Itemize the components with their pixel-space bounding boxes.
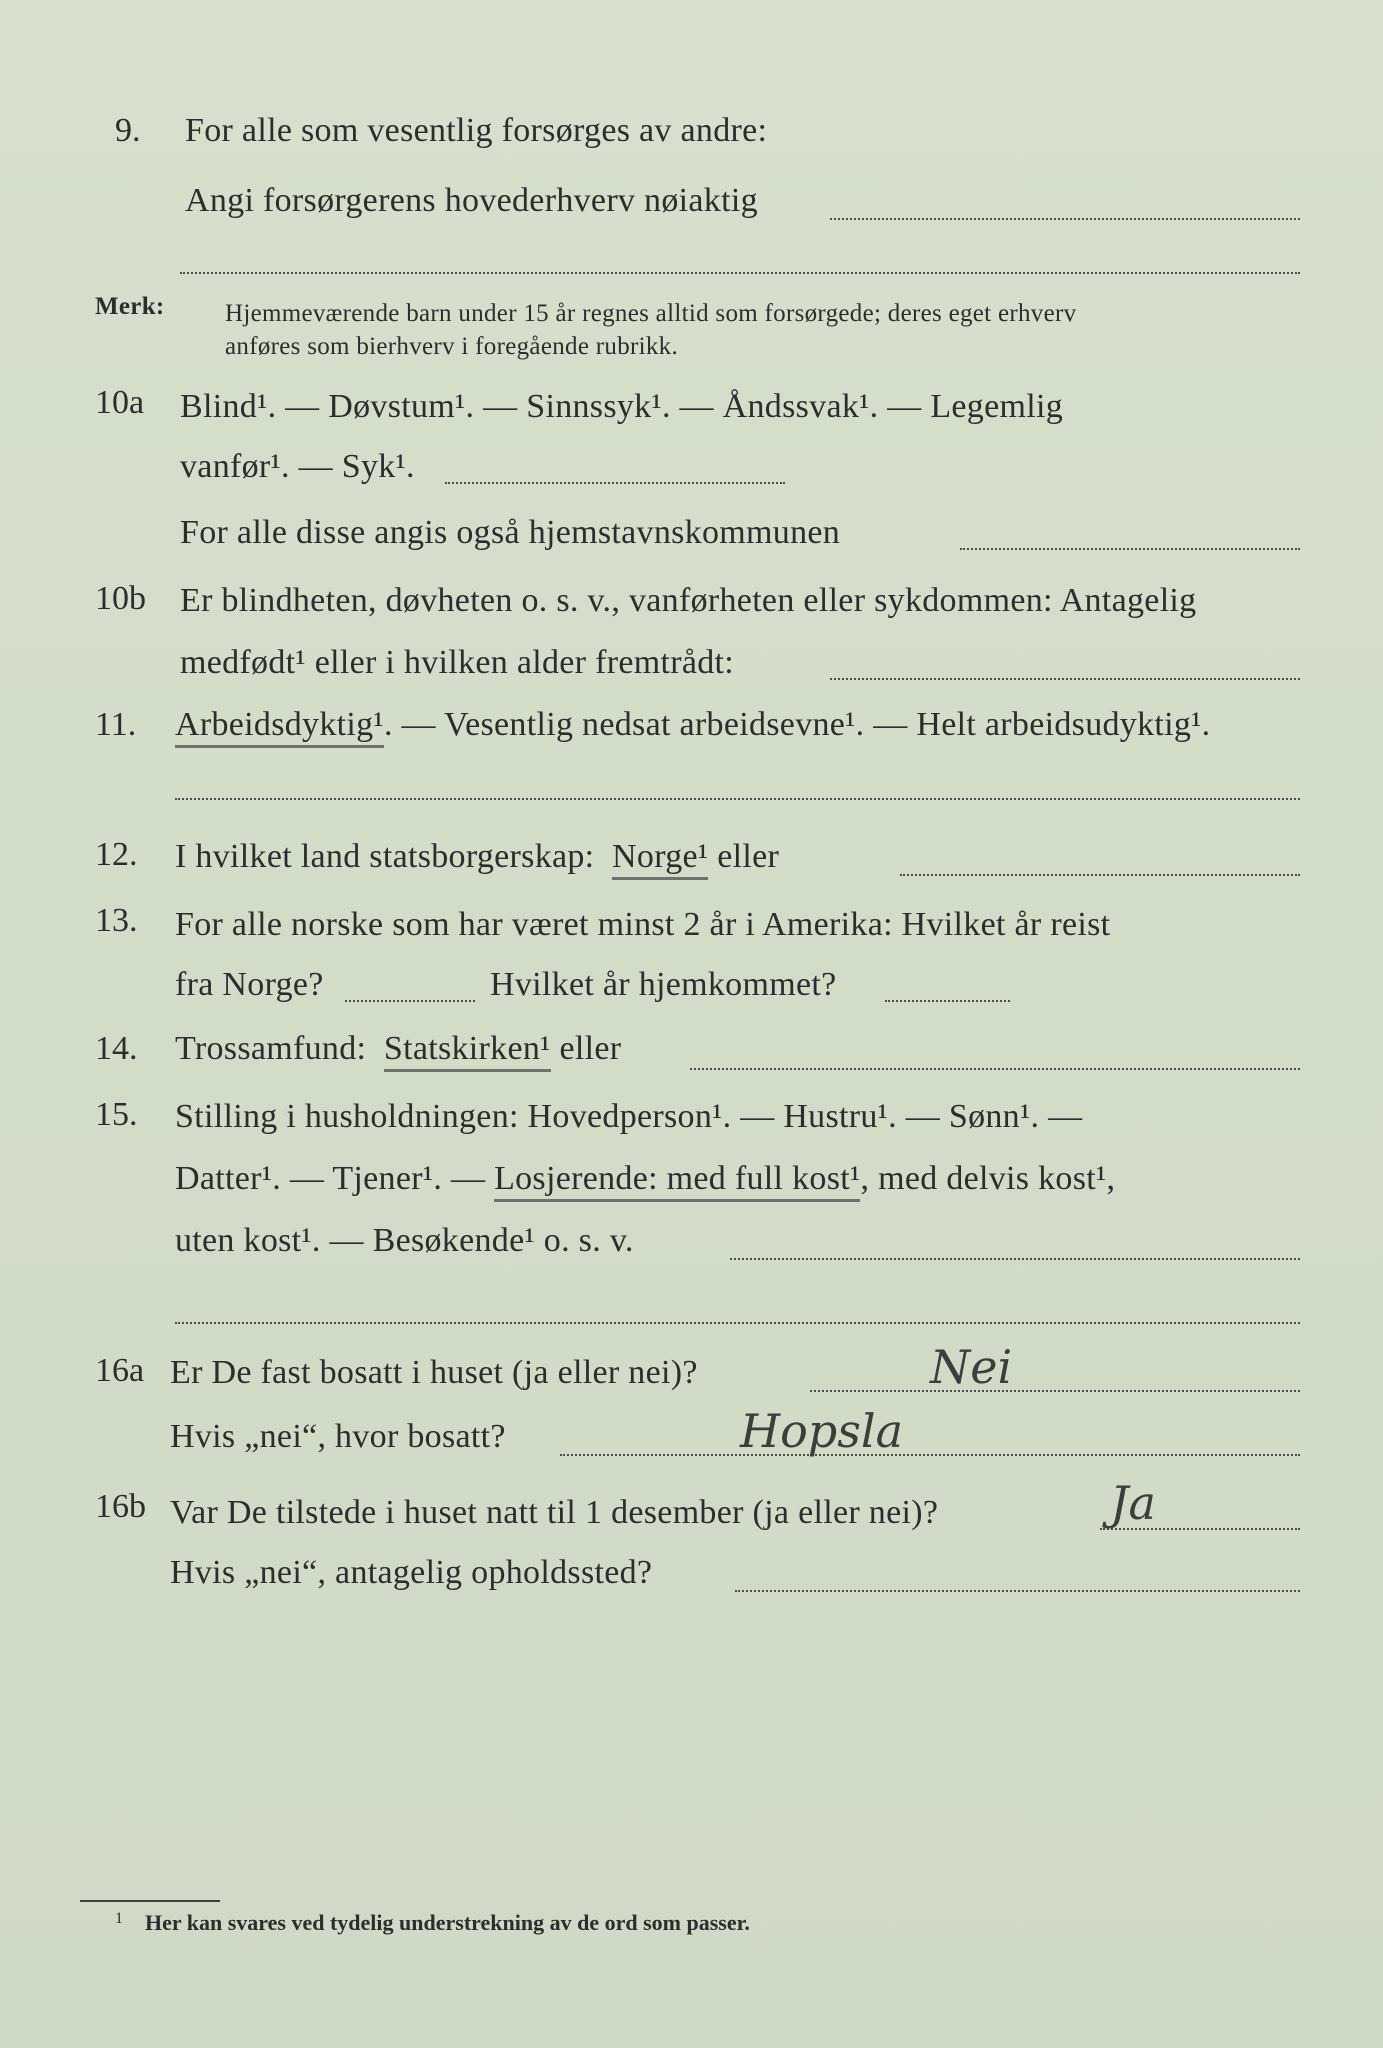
q12-number: 12. bbox=[95, 836, 138, 873]
q9-line2: Angi forsørgerens hovederhverv nøiaktig bbox=[185, 182, 758, 219]
q10b-line2: medfødt¹ eller i hvilken alder fremtrådt: bbox=[180, 644, 735, 681]
q10a-line1: Blind¹. — Døvstum¹. — Sinnssyk¹. — Åndssvak¹. — Legemlig bbox=[180, 388, 1064, 425]
q10a-line3: For alle disse angis også hjemstavnskommunen bbox=[180, 514, 841, 551]
footnote-text: Her kan svares ved tydelig understrekning av de ord som passer. bbox=[145, 1910, 750, 1935]
q11-answer-line[interactable] bbox=[175, 798, 1300, 800]
q14-tail: eller bbox=[559, 1030, 622, 1067]
q16b-handwritten-answer: Ja bbox=[1110, 1476, 1156, 1530]
q15-line2a: Datter¹. — Tjener¹. — bbox=[175, 1160, 486, 1197]
q12-line bbox=[175, 838, 779, 876]
q9-line1: For alle som vesentlig forsørges av andre: bbox=[185, 112, 768, 149]
q13-line1: For alle norske som har været minst 2 år i Amerika: Hvilket år reist bbox=[175, 906, 1111, 943]
q15-line3: uten kost¹. — Besøkende¹ o. s. v. bbox=[175, 1222, 634, 1259]
q13-reist-field[interactable] bbox=[345, 1000, 475, 1002]
q12-option-norge[interactable]: Norge¹ bbox=[612, 838, 708, 880]
footnote-mark: 1 bbox=[115, 1910, 123, 1927]
q16a-line1: Er De fast bosatt i huset (ja eller nei)? bbox=[170, 1354, 698, 1391]
q15-option-losjerende[interactable]: Losjerende: med full kost¹ bbox=[494, 1160, 860, 1202]
q10b-number: 10b bbox=[95, 580, 146, 617]
q16a-handwritten-bosatt: Hopsla bbox=[740, 1404, 903, 1458]
q10a-hjemstavn-field[interactable] bbox=[960, 548, 1300, 550]
q16a-bosatt-field[interactable] bbox=[560, 1454, 1300, 1456]
q14-text: Trossamfund: bbox=[175, 1030, 367, 1067]
q13-hjemkommet-field[interactable] bbox=[885, 1000, 1010, 1002]
q15-number: 15. bbox=[95, 1096, 138, 1133]
q11-number: 11. bbox=[95, 706, 137, 743]
q13-number: 13. bbox=[95, 902, 138, 939]
q9-number: 9. bbox=[115, 112, 141, 149]
footnote-rule bbox=[80, 1900, 220, 1902]
q16a-answer-field[interactable] bbox=[810, 1390, 1300, 1392]
q11-line bbox=[175, 706, 1210, 744]
q12-text: I hvilket land statsborgerskap: bbox=[175, 838, 595, 875]
q16b-line2: Hvis „nei“, antagelig opholdssted? bbox=[170, 1554, 653, 1591]
q12-answer-field[interactable] bbox=[900, 874, 1300, 876]
q14-number: 14. bbox=[95, 1030, 138, 1067]
q16b-number: 16b bbox=[95, 1488, 146, 1525]
q14-line bbox=[175, 1030, 621, 1068]
q14-answer-field[interactable] bbox=[690, 1068, 1300, 1070]
q11-option-arbeidsdyktig[interactable]: Arbeidsdyktig¹ bbox=[175, 706, 384, 748]
merk-line1: Hjemmeværende barn under 15 år regnes alltid som forsørgede; deres eget erhverv bbox=[225, 300, 1077, 327]
q10b-answer-field[interactable] bbox=[830, 678, 1300, 680]
q9-answer-field[interactable] bbox=[830, 218, 1300, 220]
q15-answer-line[interactable] bbox=[175, 1322, 1300, 1324]
q15-line2b: , med delvis kost¹, bbox=[860, 1160, 1116, 1197]
q16a-handwritten-answer: Nei bbox=[930, 1340, 1013, 1394]
q15-line1: Stilling i husholdningen: Hovedperson¹. — Hustru¹. — Sønn¹. — bbox=[175, 1098, 1083, 1135]
q15-line2 bbox=[175, 1160, 1115, 1198]
q10a-syk-field[interactable] bbox=[445, 482, 785, 484]
merk-line2: anføres som bierhverv i foregående rubrikk. bbox=[225, 333, 679, 360]
q14-option-statskirken[interactable]: Statskirken¹ bbox=[384, 1030, 551, 1072]
q9-answer-line[interactable] bbox=[180, 272, 1300, 274]
q12-tail: eller bbox=[717, 838, 780, 875]
q16a-number: 16a bbox=[95, 1352, 145, 1389]
q16b-opholdssted-field[interactable] bbox=[735, 1590, 1300, 1592]
q15-answer-field[interactable] bbox=[730, 1258, 1300, 1260]
q13-line2a: fra Norge? bbox=[175, 966, 324, 1003]
merk-label: Merk: bbox=[95, 293, 165, 320]
q16b-line1: Var De tilstede i huset natt til 1 desember (ja eller nei)? bbox=[170, 1494, 939, 1531]
q13-line2b: Hvilket år hjemkommet? bbox=[490, 966, 837, 1003]
q10a-number: 10a bbox=[95, 384, 145, 421]
q10a-line2: vanfør¹. — Syk¹. bbox=[180, 448, 415, 485]
q10b-line1: Er blindheten, døvheten o. s. v., vanførheten eller sykdommen: Antagelig bbox=[180, 582, 1197, 619]
q16a-line2: Hvis „nei“, hvor bosatt? bbox=[170, 1418, 506, 1455]
q11-rest: . — Vesentlig nedsat arbeidsevne¹. — Helt arbeidsudyktig¹. bbox=[383, 706, 1211, 743]
